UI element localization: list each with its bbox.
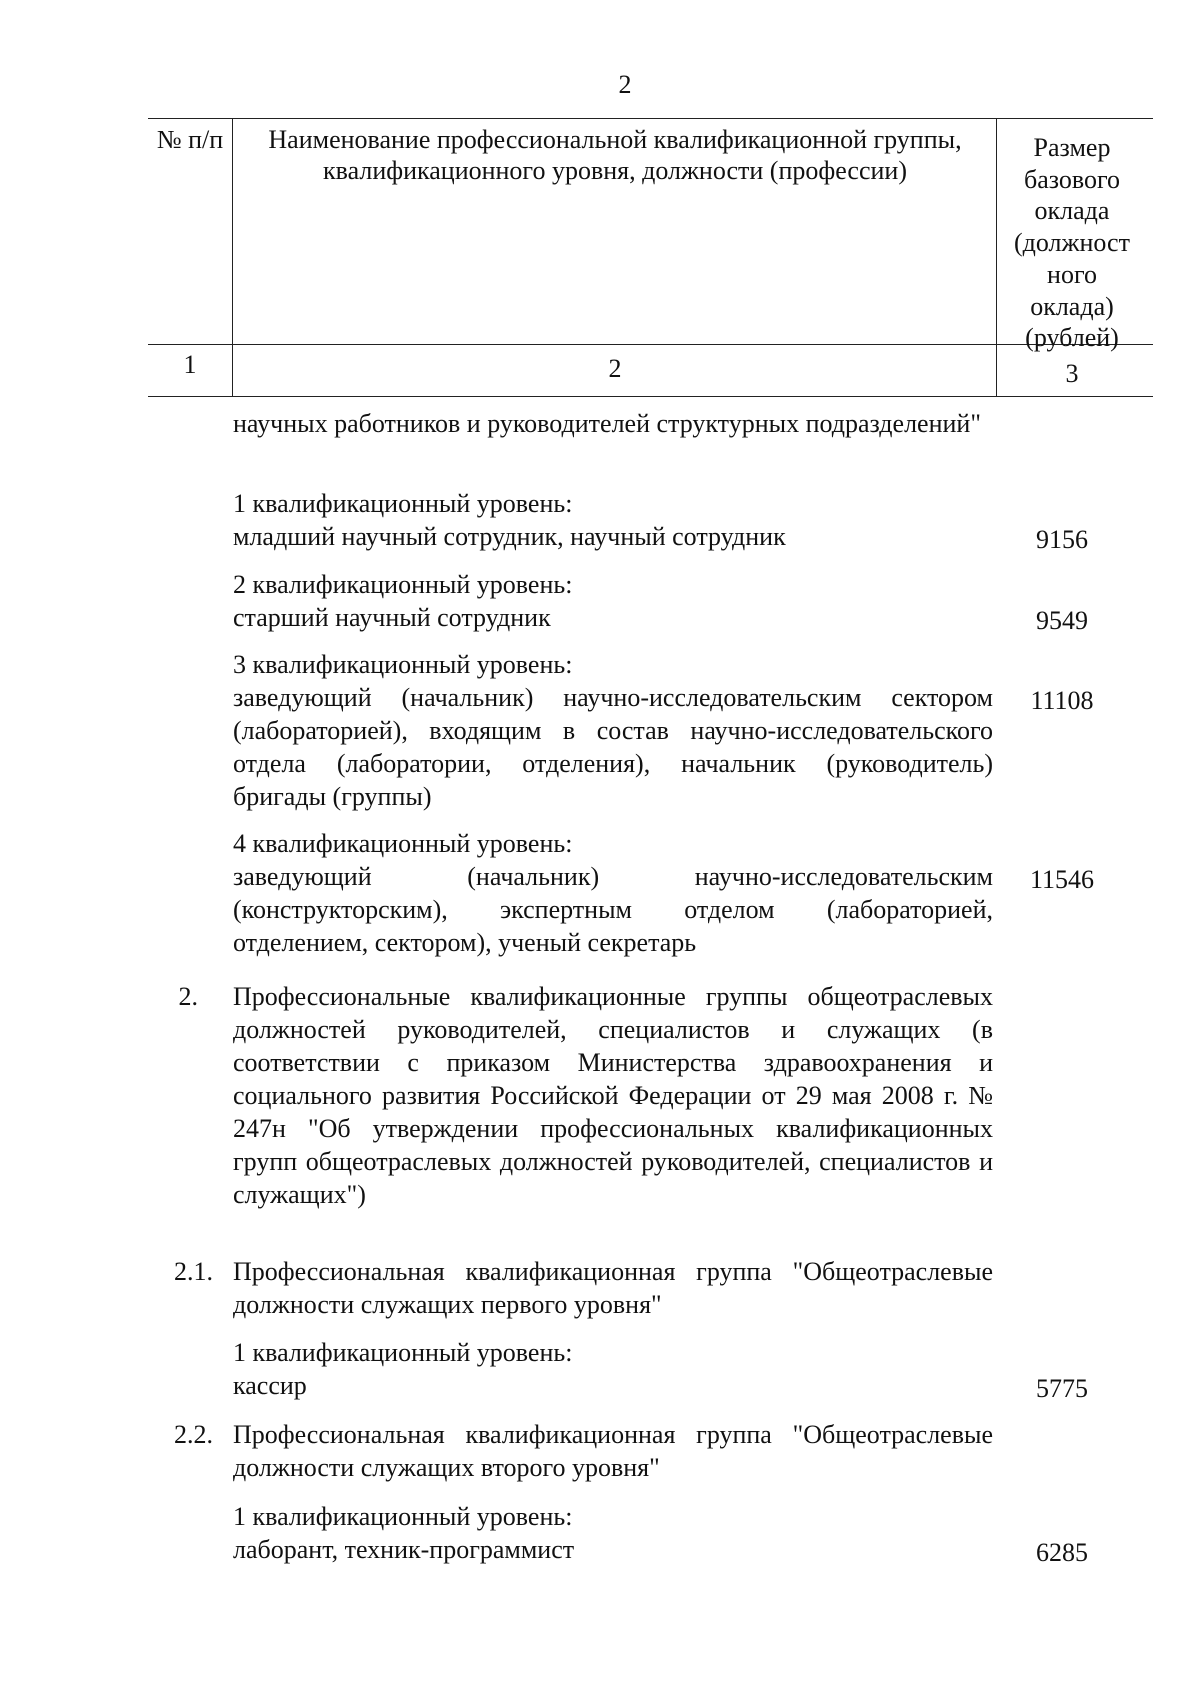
section-2-1-index: 2.1. xyxy=(174,1257,213,1286)
level-2-title: 2 квалификационный уровень: xyxy=(233,570,573,599)
level-4-title: 4 квалификационный уровень: xyxy=(233,829,573,858)
level-4-amount: 11546 xyxy=(1029,865,1095,894)
column-number-1: 1 xyxy=(183,350,197,379)
header-salary-line: Размер xyxy=(1033,133,1111,162)
section-2-1-text: Профессиональная квалификационная группа "Общеотраслевые должности служащих первого уровня" xyxy=(233,1257,993,1319)
section-2-2-index: 2.2. xyxy=(174,1420,213,1449)
table-bottom-border xyxy=(148,396,1153,397)
header-col-number: № п/п xyxy=(156,125,224,154)
header-salary-line: (рублей) xyxy=(1025,323,1119,353)
section-2-text: Профессиональные квалификационные группы общеотраслевых должностей руководителей, специалистов и служащих (в соответствии с приказом Министерства здравоохранения и социального развития Российской Федерации от 29 мая 2008 г. № 247н "Об утверждении профессиональных квалификационных групп общеотраслевых должностей руководителей, специалистов и служащих") xyxy=(233,982,993,1209)
section-2-index: 2. xyxy=(178,982,198,1011)
section-2-2-level-text: лаборант, техник-программист xyxy=(233,1535,575,1564)
level-2-amount: 9549 xyxy=(1036,606,1088,635)
header-salary-line: базового xyxy=(1023,164,1120,194)
header-salary-line: оклада) xyxy=(1030,291,1114,321)
level-3-amount: 11108 xyxy=(1030,686,1094,715)
table-top-border xyxy=(148,118,1153,119)
header-salary-line: ного xyxy=(1047,259,1097,289)
column-number-3: 3 xyxy=(1065,359,1079,388)
section-2-2-level-title: 1 квалификационный уровень: xyxy=(233,1502,573,1531)
level-1-amount: 9156 xyxy=(1036,525,1088,554)
section-2-1-level-text: кассир xyxy=(233,1371,307,1400)
table-col-divider-1 xyxy=(232,118,233,396)
header-col-salary xyxy=(1002,132,1142,354)
table-col-divider-2 xyxy=(996,118,997,396)
page-number: 2 xyxy=(618,70,632,99)
header-salary-line: (должност xyxy=(1014,228,1130,258)
level-2-text: старший научный сотрудник xyxy=(233,603,551,632)
level-3-text: заведующий (начальник) научно-исследовательским сектором (лабораторией), входящим в состав научно-исследовательского отдела (лаборатории, отделения), начальник (руководитель) бригады (группы) xyxy=(233,683,993,811)
section-2-2-amount: 6285 xyxy=(1036,1538,1088,1567)
section-2-1-amount: 5775 xyxy=(1036,1374,1088,1403)
intro-text: научных работников и руководителей структурных подразделений" xyxy=(233,409,981,438)
header-salary-line: оклада xyxy=(1034,196,1110,226)
section-2-2-text: Профессиональная квалификационная группа "Общеотраслевые должности служащих второго уровня" xyxy=(233,1420,993,1482)
level-1-text: младший научный сотрудник, научный сотрудник xyxy=(233,522,786,551)
column-number-2: 2 xyxy=(608,354,622,383)
header-col-name: Наименование профессиональной квалификационной группы, квалификационного уровня, должности (профессии) xyxy=(268,125,962,185)
section-2-1-level-title: 1 квалификационный уровень: xyxy=(233,1338,573,1367)
level-3-title: 3 квалификационный уровень: xyxy=(233,650,573,679)
level-1-title: 1 квалификационный уровень: xyxy=(233,489,573,518)
level-4-text: заведующий (начальник) научно-исследовательским (конструкторским), экспертным отделом (лабораторией, отделением, сектором), ученый секретарь xyxy=(233,862,993,957)
